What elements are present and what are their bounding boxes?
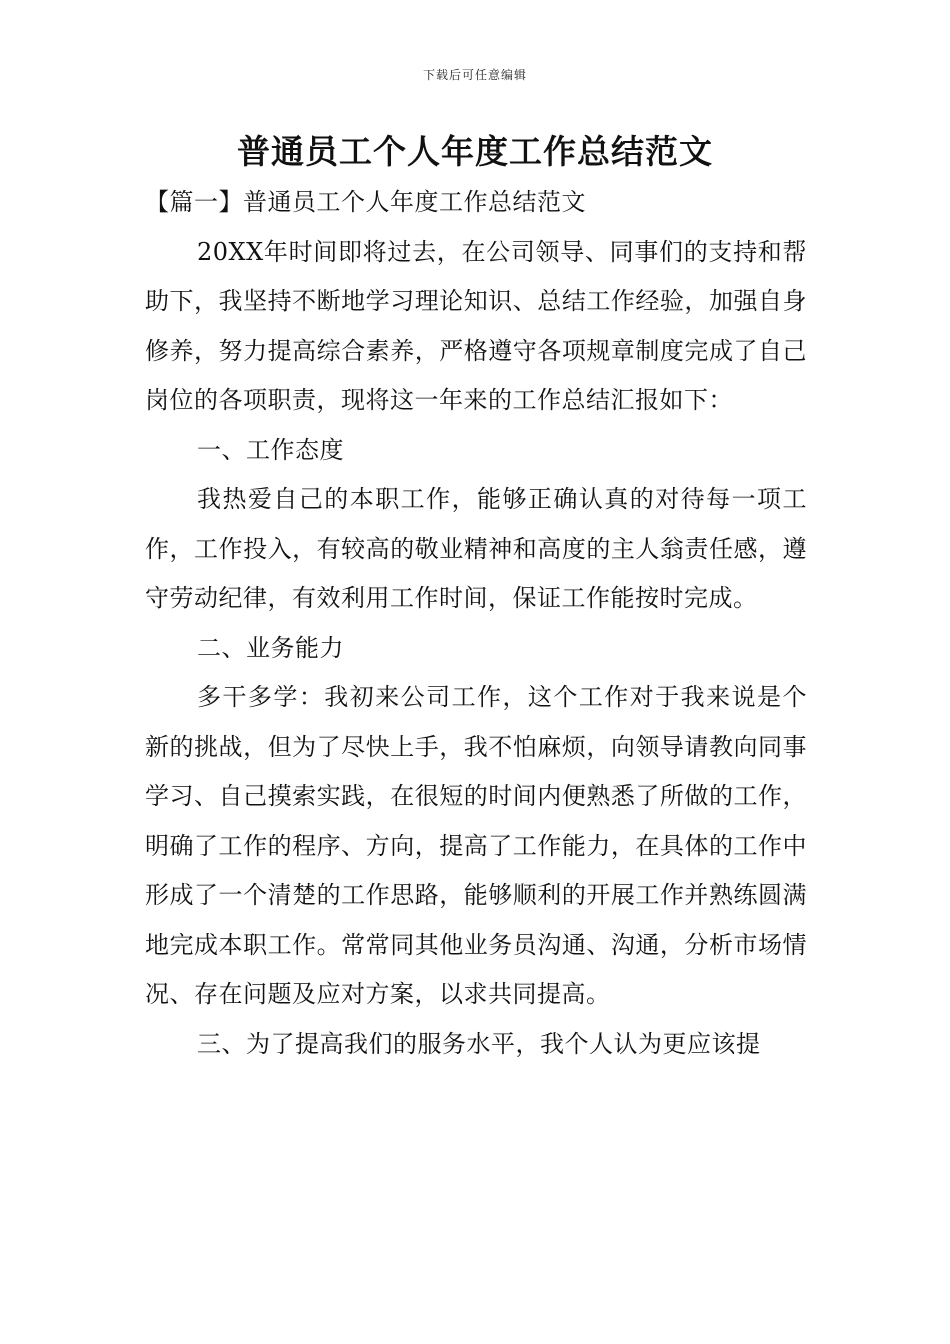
section-1-heading: 一、工作态度 [197, 435, 344, 464]
article-heading: 【篇一】普通员工个人年度工作总结范文 [145, 188, 586, 216]
section-3-paragraph: 三、为了提高我们的服务水平，我个人认为更应该提 [197, 1029, 761, 1058]
section-1-paragraph: 我热爱自己的本职工作，能够正确认真的对待每一项工作，工作投入，有较高的敬业精神和高度的主人翁责任感，遵守劳动纪律，有效利用工作时间，保证工作能按时完成。 [145, 485, 807, 612]
document-title: 普通员工个人年度工作总结范文 [237, 132, 713, 171]
header-note: 下载后可任意编辑 [422, 68, 527, 82]
document-body [145, 178, 807, 1069]
section-2-heading: 二、业务能力 [197, 633, 344, 662]
intro-paragraph: 20XX年时间即将过去，在公司领导、同事们的支持和帮助下，我坚持不断地学习理论知识、总结工作经验，加强自身修养，努力提高综合素养，严格遵守各项规章制度完成了自己岗位的各项职责，现将这一年来的工作总结汇报如下： [145, 237, 807, 414]
section-2-paragraph: 多干多学：我初来公司工作，这个工作对于我来说是个新的挑战，但为了尽快上手，我不怕麻烦，向领导请教向同事学习、自己摸索实践，在很短的时间内便熟悉了所做的工作，明确了工作的程序、方向，提高了工作能力，在具体的工作中形成了一个清楚的工作思路，能够顺利的开展工作并熟练圆满地完成本职工作。常常同其他业务员沟通、沟通，分析市场情况、存在问题及应对方案，以求共同提高。 [145, 683, 807, 1008]
